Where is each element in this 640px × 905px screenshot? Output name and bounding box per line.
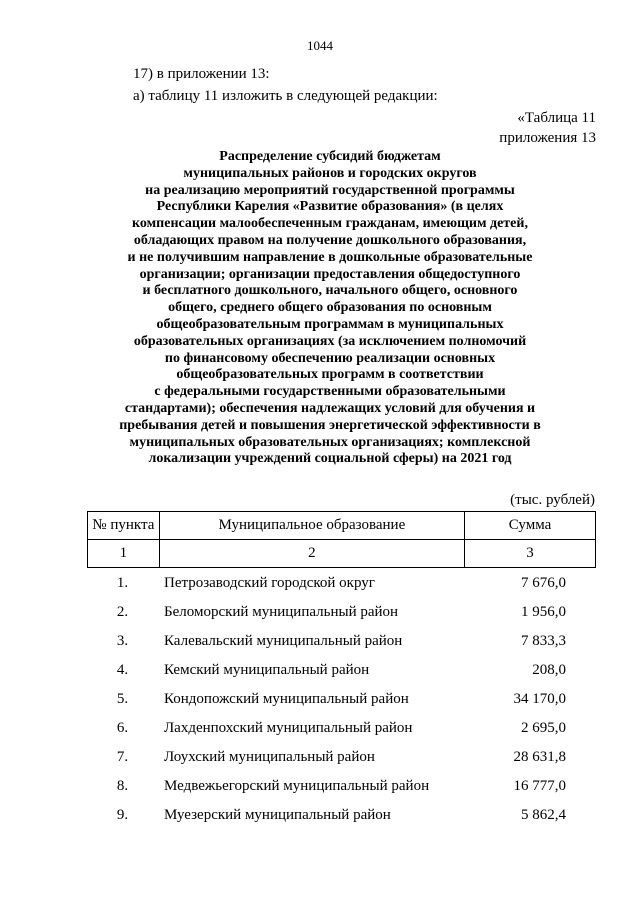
heading-line: по финансовому обеспечению реализации основных <box>164 350 496 366</box>
table-caption-appendix: приложения 13 <box>499 130 596 146</box>
row-sum: 7 676,0 <box>521 575 566 591</box>
row-number: 1. <box>116 575 129 591</box>
row-number: 3. <box>116 633 129 649</box>
row-sum: 5 862,4 <box>521 807 566 823</box>
row-municipality: Медвежьегорский муниципальный район <box>164 778 430 794</box>
table-row <box>87 803 596 832</box>
row-sum: 16 777,0 <box>513 778 566 794</box>
row-sum: 28 631,8 <box>513 749 566 765</box>
heading-line: муниципальных образовательных организациях; комплексной <box>129 434 531 450</box>
row-municipality: Кондопожский муниципальный район <box>164 691 409 707</box>
page-number: 1044 <box>307 38 333 53</box>
heading-line: Распределение субсидий бюджетам <box>219 149 441 164</box>
heading-line: организации; организации предоставления общедоступного <box>139 266 521 282</box>
heading-line: на реализацию мероприятий государственной программы <box>145 182 515 198</box>
row-number: 8. <box>116 778 129 794</box>
row-municipality: Беломорский муниципальный район <box>164 604 399 620</box>
heading-line: компенсации малообеспеченным гражданам, имеющим детей, <box>132 216 528 232</box>
row-number: 7. <box>116 749 129 765</box>
column-number-3: 3 <box>465 540 596 568</box>
heading-line: с федеральными государственными образовательными <box>154 384 506 400</box>
table-row <box>87 745 596 774</box>
table-header-row <box>88 512 596 540</box>
row-municipality: Муезерский муниципальный район <box>164 807 391 823</box>
table-row <box>87 600 596 629</box>
row-sum: 34 170,0 <box>513 691 566 707</box>
row-sum: 1 956,0 <box>521 604 566 620</box>
row-number: 6. <box>116 720 129 736</box>
row-municipality: Лоухский муниципальный район <box>164 749 375 765</box>
table-column-numbers-row <box>88 540 596 568</box>
row-municipality: Петрозаводский городской округ <box>164 575 375 591</box>
row-number: 4. <box>116 662 129 678</box>
heading-line: общеобразовательных программ в соответствии <box>176 367 484 383</box>
table-row <box>87 716 596 745</box>
row-municipality: Лахденпохский муниципальный район <box>164 720 413 736</box>
row-sum: 208,0 <box>532 662 566 678</box>
heading-line: образовательных организациях (за исключением полномочий <box>133 333 527 349</box>
heading-line: стандартами); обеспечения надлежащих условий для обучения и <box>124 400 536 416</box>
row-sum: 7 833,3 <box>521 633 566 649</box>
heading-line: общеобразовательным программам в муниципальных <box>156 316 504 332</box>
table-row <box>87 687 596 716</box>
heading-line: Республики Карелия «Развитие образования» (в целях <box>156 199 504 215</box>
heading-line: пребывания детей и повышения энергетической эффективности в <box>119 417 541 433</box>
row-sum: 2 695,0 <box>521 720 566 736</box>
table-body <box>87 571 596 832</box>
table-row <box>87 571 596 600</box>
heading-line: обладающих правом на получение дошкольного образования, <box>133 232 527 248</box>
table-caption-title: «Таблица 11 <box>517 110 596 126</box>
intro-line-2: а) таблицу 11 изложить в следующей редакции: <box>133 88 438 104</box>
heading-line: муниципальных районов и городских округов <box>183 165 477 181</box>
table-row <box>87 629 596 658</box>
row-municipality: Калевальский муниципальный район <box>164 633 403 649</box>
row-number: 5. <box>116 691 129 707</box>
table-header <box>87 511 596 568</box>
header-sum: Сумма <box>465 512 596 540</box>
header-item-number: № пункта <box>88 512 160 540</box>
intro-line-1: 17) в приложении 13: <box>133 66 270 82</box>
column-number-1: 1 <box>88 540 160 568</box>
heading-line: и не получившим направление в дошкольные образовательные <box>127 249 533 265</box>
row-number: 2. <box>116 604 129 620</box>
column-number-2: 2 <box>159 540 464 568</box>
document-heading <box>70 149 590 468</box>
row-number: 9. <box>116 807 129 823</box>
heading-line: общего, среднего общего образования по основным <box>168 300 492 316</box>
units-label: (тыс. рублей) <box>510 492 595 508</box>
heading-line: и бесплатного дошкольного, начального общего, основного <box>142 283 518 299</box>
table-row <box>87 774 596 803</box>
table-row <box>87 658 596 687</box>
row-municipality: Кемский муниципальный район <box>164 662 370 678</box>
header-municipality: Муниципальное образование <box>159 512 464 540</box>
heading-line: локализации учреждений социальной сферы) на 2021 год <box>148 451 512 467</box>
